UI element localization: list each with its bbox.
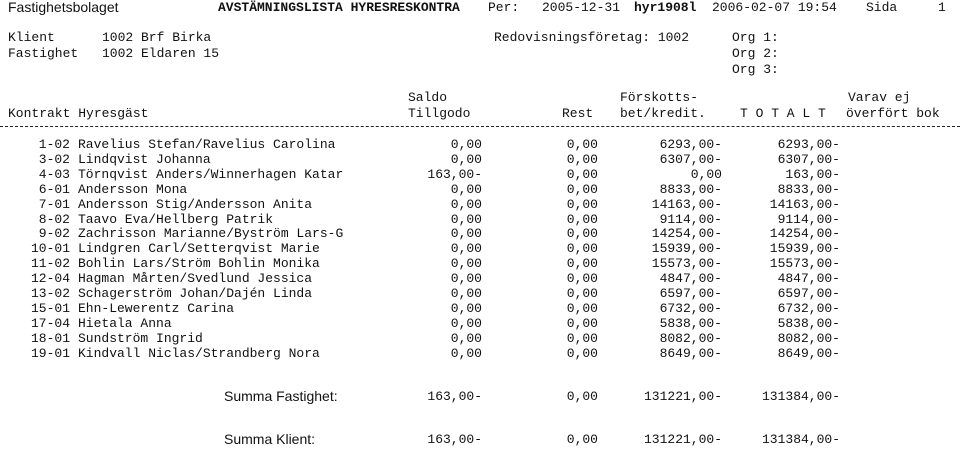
- company-name: Fastighetsbolaget: [8, 0, 119, 15]
- table-row: [0, 271, 960, 286]
- table-row: [0, 197, 960, 212]
- row-tillgodo: 0,00: [450, 241, 482, 257]
- per-date: 2005-12-31: [542, 0, 621, 15]
- report-code: hyr1908l: [634, 0, 697, 15]
- row-totalt: 15573,00-: [769, 256, 840, 272]
- redovisningsforetag: Redovisningsföretag: 1002: [494, 30, 690, 45]
- summa-fastighet-forskott: 131221,00-: [643, 389, 722, 404]
- row-forskott: 9114,00-: [659, 211, 722, 227]
- col-varav: Varav ej: [848, 90, 911, 105]
- row-kontrakt: 15-01: [30, 300, 70, 316]
- row-tillgodo: 0,00: [450, 137, 482, 152]
- table-row: [0, 256, 960, 271]
- summa-klient-rest: 0,00: [566, 432, 598, 447]
- row-kontrakt: 18-01: [30, 330, 70, 346]
- row-hyresgast: Kindvall Niclas/Strandberg Nora: [78, 345, 320, 361]
- row-tillgodo: 0,00: [450, 315, 482, 331]
- table-row: [0, 346, 960, 361]
- row-tillgodo: 0,00: [450, 181, 482, 197]
- row-totalt: 5838,00-: [777, 315, 840, 331]
- fastighet-value: 1002 Eldaren 15: [102, 46, 220, 61]
- page-number: 1: [938, 0, 946, 15]
- row-forskott: 6307,00-: [659, 151, 722, 167]
- row-rest: 0,00: [566, 151, 598, 167]
- row-kontrakt: 4-03: [38, 166, 70, 182]
- row-tillgodo: 0,00: [450, 300, 482, 316]
- row-rest: 0,00: [566, 241, 598, 257]
- summa-fastighet-rest: 0,00: [566, 389, 598, 404]
- klient-value: 1002 Brf Birka: [102, 30, 212, 45]
- report-title: AVSTÄMNINGSLISTA HYRESRESKONTRA: [218, 0, 460, 15]
- col-overfort: överfört bok: [846, 106, 940, 121]
- row-hyresgast: Sundström Ingrid: [78, 330, 203, 346]
- col-rest: Rest: [562, 106, 594, 121]
- row-kontrakt: 11-02: [30, 256, 70, 272]
- table-row: [0, 241, 960, 256]
- summa-fastighet-tillgodo: 163,00-: [427, 389, 482, 404]
- row-rest: 0,00: [566, 330, 598, 346]
- row-forskott: 8833,00-: [659, 181, 722, 197]
- summa-klient-row: [0, 432, 960, 447]
- org1-label: Org 1:: [732, 30, 779, 45]
- row-forskott: 14254,00-: [651, 226, 722, 242]
- table-row: [0, 152, 960, 167]
- row-hyresgast: Lindqvist Johanna: [78, 151, 211, 167]
- table-row: [0, 316, 960, 331]
- row-kontrakt: 9-02: [38, 226, 70, 242]
- row-tillgodo: 0,00: [450, 211, 482, 227]
- org3-label: Org 3:: [732, 62, 779, 77]
- row-totalt: 8649,00-: [777, 345, 840, 361]
- row-totalt: 15939,00-: [769, 241, 840, 257]
- summa-fastighet-totalt: 131384,00-: [761, 389, 840, 404]
- row-forskott: 0,00: [690, 166, 722, 182]
- row-hyresgast: Törnqvist Anders/Winnerhagen Katar: [78, 166, 344, 182]
- row-forskott: 14163,00-: [651, 196, 722, 212]
- row-tillgodo: 163,00-: [427, 166, 482, 182]
- row-hyresgast: Ehn-Lewerentz Carina: [78, 300, 235, 316]
- row-hyresgast: Andersson Mona: [78, 181, 188, 197]
- row-forskott: 5838,00-: [659, 315, 722, 331]
- row-totalt: 6597,00-: [777, 286, 840, 301]
- table-row: [0, 212, 960, 227]
- row-rest: 0,00: [566, 196, 598, 212]
- row-tillgodo: 0,00: [450, 226, 482, 242]
- row-rest: 0,00: [566, 300, 598, 316]
- row-kontrakt: 3-02: [38, 151, 70, 167]
- table-row: [0, 301, 960, 316]
- row-kontrakt: 8-02: [38, 211, 70, 227]
- page-label: Sida: [866, 0, 898, 15]
- row-totalt: 14163,00-: [769, 196, 840, 212]
- row-forskott: 4847,00-: [659, 271, 722, 287]
- col-saldo: Saldo: [408, 90, 448, 105]
- summa-klient-forskott: 131221,00-: [643, 432, 722, 447]
- row-rest: 0,00: [566, 286, 598, 301]
- row-totalt: 14254,00-: [769, 226, 840, 242]
- row-tillgodo: 0,00: [450, 330, 482, 346]
- row-rest: 0,00: [566, 345, 598, 361]
- row-totalt: 6307,00-: [777, 151, 840, 167]
- row-forskott: 6293,00-: [659, 137, 722, 152]
- row-hyresgast: Zachrisson Marianne/Byström Lars-G: [78, 226, 344, 242]
- row-forskott: 15939,00-: [651, 241, 722, 257]
- row-rest: 0,00: [566, 137, 598, 152]
- row-totalt: 6293,00-: [777, 137, 840, 152]
- table-row: [0, 182, 960, 197]
- col-betkredit: bet/kredit.: [620, 106, 706, 121]
- row-totalt: 8082,00-: [777, 330, 840, 346]
- per-label: Per:: [488, 0, 520, 15]
- row-hyresgast: Schagerström Johan/Dajén Linda: [78, 286, 313, 301]
- row-tillgodo: 0,00: [450, 271, 482, 287]
- summa-fastighet-label: Summa Fastighet:: [224, 388, 338, 404]
- table-row: [0, 226, 960, 241]
- row-hyresgast: Hagman Mårten/Svedlund Jessica: [78, 271, 313, 287]
- row-hyresgast: Taavo Eva/Hellberg Patrik: [78, 211, 274, 227]
- row-totalt: 4847,00-: [777, 271, 840, 287]
- row-tillgodo: 0,00: [450, 196, 482, 212]
- row-kontrakt: 17-04: [30, 315, 70, 331]
- row-forskott: 6597,00-: [659, 286, 722, 301]
- row-tillgodo: 0,00: [450, 286, 482, 301]
- org2-label: Org 2:: [732, 46, 779, 61]
- header-divider: [0, 126, 960, 127]
- row-rest: 0,00: [566, 256, 598, 272]
- row-hyresgast: Bohlin Lars/Ström Bohlin Monika: [78, 256, 320, 272]
- row-forskott: 8649,00-: [659, 345, 722, 361]
- row-kontrakt: 7-01: [38, 196, 70, 212]
- col-tillgodo: Tillgodo: [408, 106, 471, 121]
- col-forskott: Förskotts-: [620, 90, 699, 105]
- row-kontrakt: 10-01: [30, 241, 70, 257]
- row-kontrakt: 6-01: [38, 181, 70, 197]
- summa-fastighet-row: [0, 389, 960, 404]
- row-tillgodo: 0,00: [450, 345, 482, 361]
- row-forskott: 15573,00-: [651, 256, 722, 272]
- row-forskott: 8082,00-: [659, 330, 722, 346]
- klient-label: Klient: [8, 30, 55, 45]
- row-totalt: 6732,00-: [777, 300, 840, 316]
- row-rest: 0,00: [566, 211, 598, 227]
- row-tillgodo: 0,00: [450, 256, 482, 272]
- row-hyresgast: Hietala Anna: [78, 315, 172, 331]
- summa-klient-totalt: 131384,00-: [761, 432, 840, 447]
- row-hyresgast: Andersson Stig/Andersson Anita: [78, 196, 313, 212]
- col-kontrakt: Kontrakt Hyresgäst: [8, 106, 149, 121]
- col-totalt: T O T A L T: [740, 106, 826, 121]
- fastighet-label: Fastighet: [8, 46, 79, 61]
- row-rest: 0,00: [566, 315, 598, 331]
- row-hyresgast: Ravelius Stefan/Ravelius Carolina: [78, 137, 336, 152]
- row-totalt: 163,00-: [785, 166, 840, 182]
- table-row: [0, 137, 960, 152]
- row-kontrakt: 19-01: [30, 345, 70, 361]
- row-forskott: 6732,00-: [659, 300, 722, 316]
- row-totalt: 9114,00-: [777, 211, 840, 227]
- table-row: [0, 286, 960, 301]
- row-totalt: 8833,00-: [777, 181, 840, 197]
- table-row: [0, 331, 960, 346]
- row-hyresgast: Lindgren Carl/Setterqvist Marie: [78, 241, 320, 257]
- row-tillgodo: 0,00: [450, 151, 482, 167]
- row-kontrakt: 12-04: [30, 271, 70, 287]
- table-row: [0, 167, 960, 182]
- row-rest: 0,00: [566, 166, 598, 182]
- row-kontrakt: 13-02: [30, 286, 70, 301]
- row-rest: 0,00: [566, 271, 598, 287]
- print-timestamp: 2006-02-07 19:54: [712, 0, 837, 15]
- row-kontrakt: 1-02: [38, 137, 70, 152]
- summa-klient-tillgodo: 163,00-: [427, 432, 482, 447]
- row-rest: 0,00: [566, 226, 598, 242]
- row-rest: 0,00: [566, 181, 598, 197]
- summa-klient-label: Summa Klient:: [224, 431, 316, 447]
